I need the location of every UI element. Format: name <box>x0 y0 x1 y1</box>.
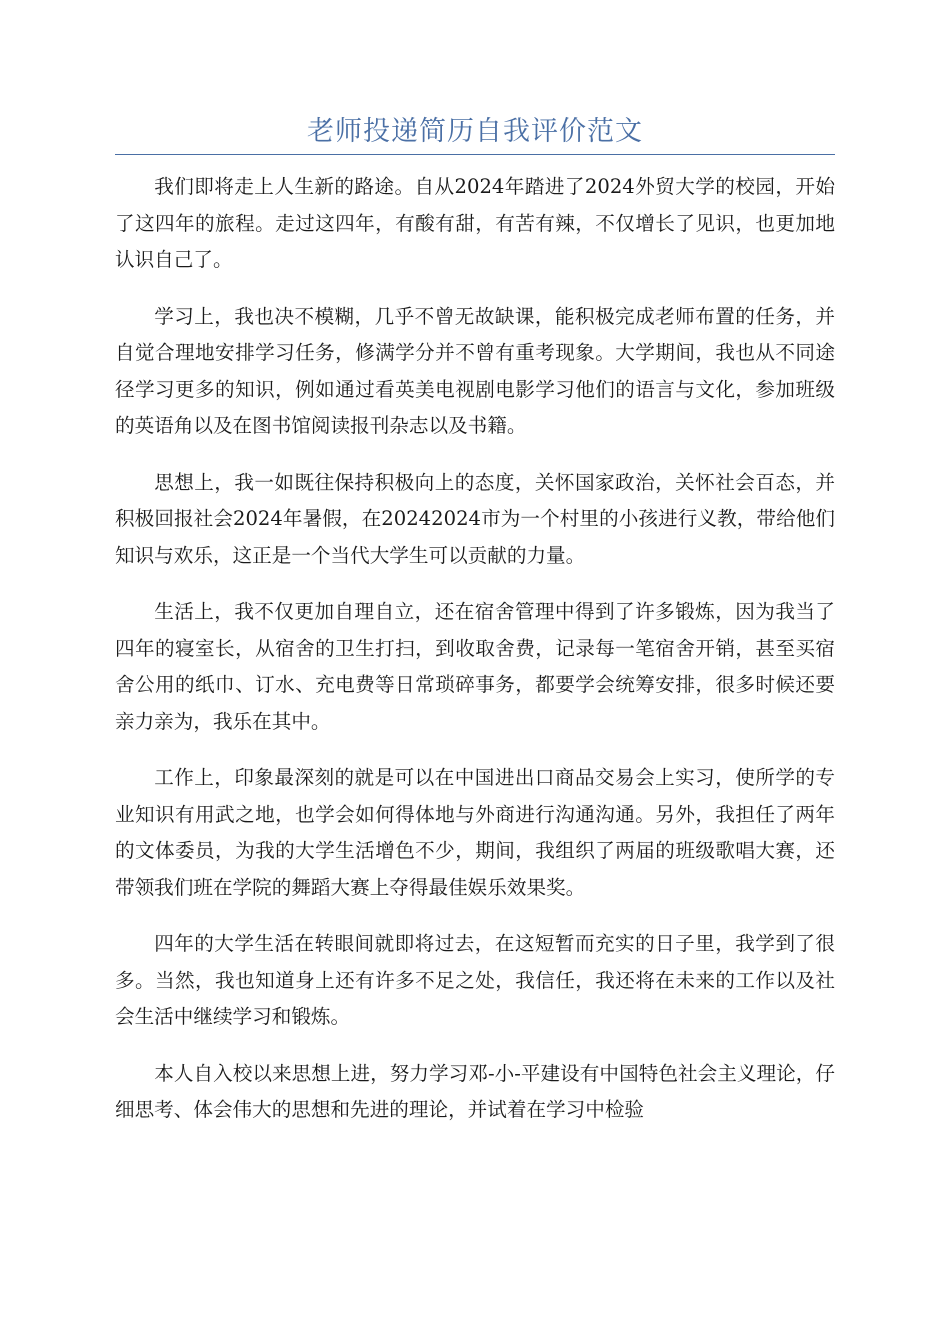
paragraph-1: 我们即将走上人生新的路途。自从2024年踏进了2024外贸大学的校园，开始了这四年的旅程。走过这四年，有酸有甜，有苦有辣，不仅增长了见识，也更加地认识自己了。 <box>115 175 835 271</box>
document-title: 老师投递简历自我评价范文 <box>307 116 643 147</box>
paragraph-6: 四年的大学生活在转眼间就即将过去，在这短暂而充实的日子里，我学到了很多。当然，我也知道身上还有许多不足之处，我信任，我还将在未来的工作以及社会生活中继续学习和锻炼。 <box>115 932 835 1028</box>
document-body <box>115 149 835 1129</box>
paragraph-2: 学习上，我也决不模糊，几乎不曾无故缺课，能积极完成老师布置的任务，并自觉合理地安排学习任务，修满学分并不曾有重考现象。大学期间，我也从不同途径学习更多的知识，例如通过看英美电视剧电影学习他们的语言与文化，参加班级的英语角以及在图书馆阅读报刊杂志以及书籍。 <box>115 304 835 437</box>
paragraph-4: 生活上，我不仅更加自理自立，还在宿舍管理中得到了许多锻炼，因为我当了四年的寝室长，从宿舍的卫生打扫，到收取舍费，记录每一笔宿舍开销，甚至买宿舍公用的纸巾、订水、充电费等日常琐碎事务，都要学会统筹安排，很多时候还要亲力亲为，我乐在其中。 <box>115 600 835 733</box>
paragraph-7: 本人自入校以来思想上进，努力学习邓-小-平建设有中国特色社会主义理论，仔细思考、体会伟大的思想和先进的理论，并试着在学习中检验 <box>115 1061 835 1121</box>
paragraph-5: 工作上，印象最深刻的就是可以在中国进出口商品交易会上实习，使所学的专业知识有用武之地，也学会如何得体地与外商进行沟通沟通。另外，我担任了两年的文体委员，为我的大学生活增色不少，期间，我组织了两届的班级歌唱大赛，还带领我们班在学院的舞蹈大赛上夺得最佳娱乐效果奖。 <box>115 766 835 899</box>
paragraph-3: 思想上，我一如既往保持积极向上的态度，关怀国家政治，关怀社会百态，并积极回报社会2024年暑假，在20242024市为一个村里的小孩进行义教，带给他们知识与欢乐，这正是一个当代大学生可以贡献的力量。 <box>115 470 835 567</box>
